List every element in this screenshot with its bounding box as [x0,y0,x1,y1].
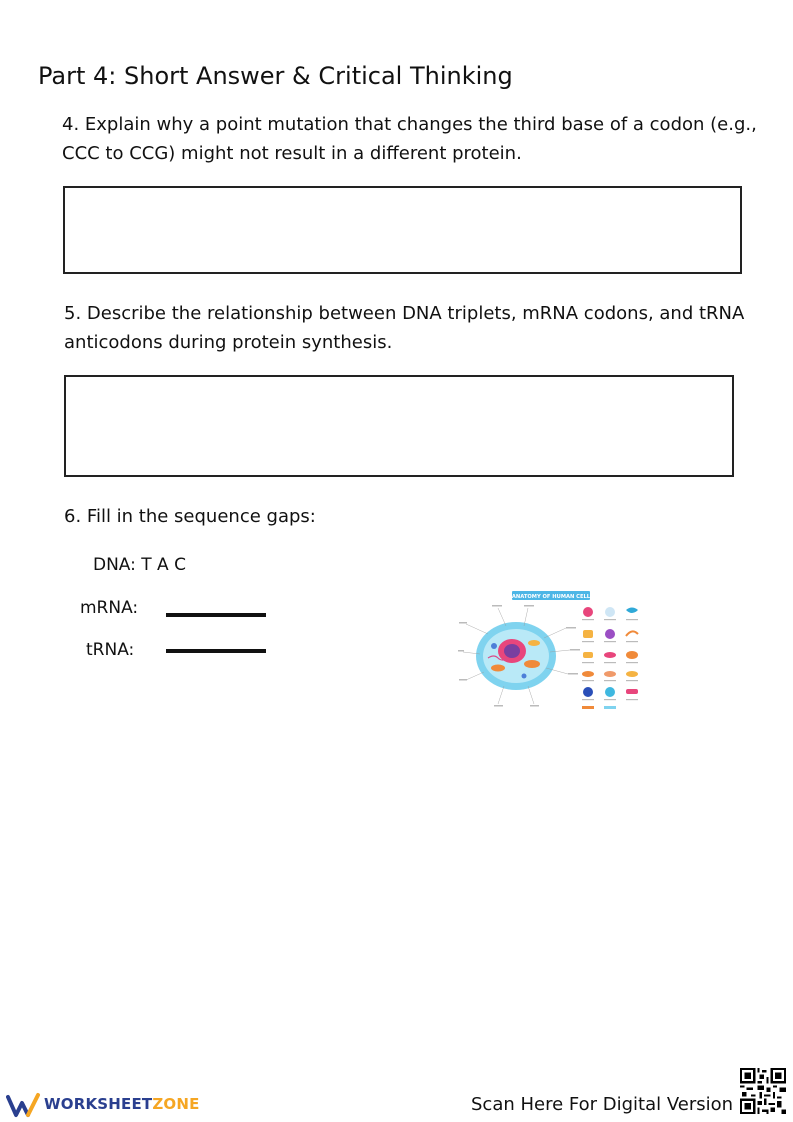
mrna-label: mRNA: [80,598,139,618]
qr-code-icon[interactable] [740,1068,786,1114]
cell-illustration [458,605,580,707]
question-5: 5. Describe the relationship between DNA triplets, mRNA codons, and tRNA anticodons during protein synthesis. [64,303,745,353]
answer-box-4[interactable] [63,186,742,274]
question-6: 6. Fill in the sequence gaps: [64,506,316,527]
mrna-blank-line[interactable] [166,613,266,617]
human-cell-anatomy-figure [458,588,644,716]
dna-sequence-label: DNA: T A C [93,555,186,575]
page-title: Part 4: Short Answer & Critical Thinking [38,62,513,90]
scan-instruction: Scan Here For Digital Version [471,1094,734,1115]
answer-box-5[interactable] [64,375,734,477]
organelle-legend-grid [582,607,638,709]
logo-word-zone: ZONE [152,1095,200,1113]
logo-word-worksheet: WORKSHEET [44,1095,153,1113]
trna-label: tRNA: [86,640,135,660]
question-4: 4. Explain why a point mutation that changes the third base of a codon (e.g., CCC to CCG) might not result in a different protein. [62,114,757,164]
trna-blank-line[interactable] [166,649,266,653]
logo-wordmark [44,1095,200,1113]
figure-banner-text: ANATOMY OF HUMAN CELL [511,594,591,600]
